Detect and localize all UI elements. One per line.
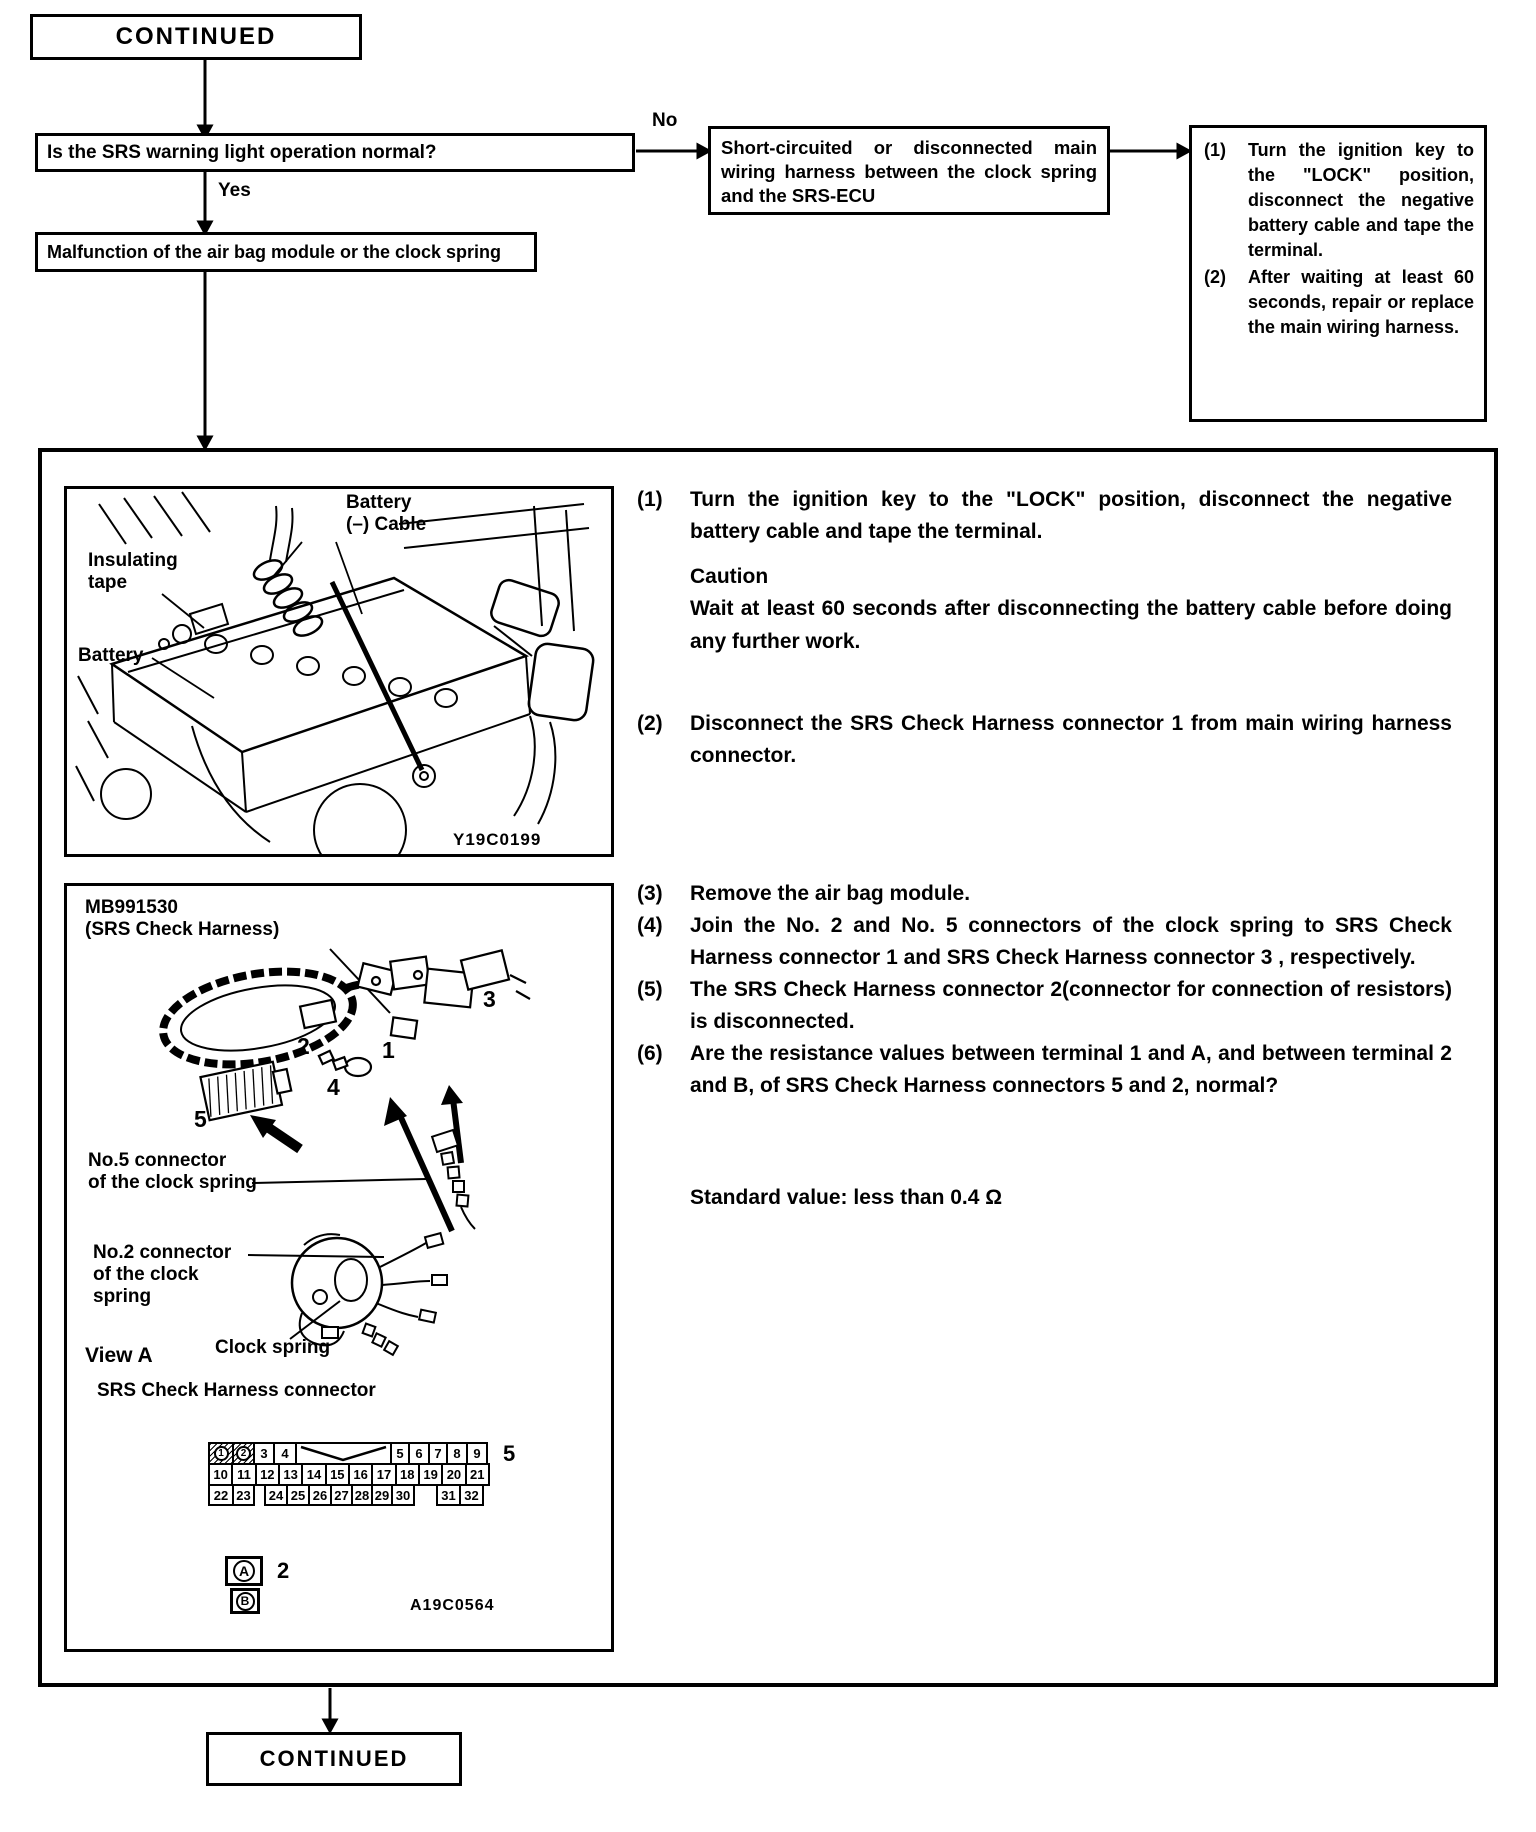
terminal-cell: [253, 1442, 275, 1465]
terminal-number: 23: [236, 1487, 251, 1503]
terminal-number: 18: [400, 1467, 415, 1482]
procedure-step-5: [637, 974, 1452, 1038]
insulating-tape-label-line2: tape: [88, 572, 128, 593]
tool-label-line1: MB991530: [85, 897, 178, 918]
malfunction-result-text: Malfunction of the air bag module or the clock spring: [47, 241, 502, 262]
connector-3-number: 3: [483, 986, 496, 1012]
terminal-number: 22: [213, 1487, 229, 1503]
tool-label: [85, 897, 279, 941]
view-a-label: View A: [85, 1344, 153, 1367]
terminal-cell: [208, 1484, 234, 1506]
step-text: Join the No. 2 and No. 5 connectors of the clock spring to SRS Check Harness connector 1 and SRS Check Harness connector 3 , respectively.: [690, 914, 1452, 969]
terminal-cell: [232, 1442, 255, 1465]
step-text: Turn the ignition key to the "LOCK" position, disconnect the negative battery cable and tape the terminal.: [690, 488, 1452, 543]
continued-top-box: [30, 14, 362, 60]
procedure-step-2: [637, 708, 1452, 772]
terminal-number: 7: [434, 1446, 442, 1461]
terminal-number: 10: [213, 1467, 228, 1482]
battery-cable-label: [346, 492, 426, 536]
terminal-cell: [325, 1463, 350, 1486]
procedure-step-3: [637, 878, 1452, 910]
terminal-number: 14: [306, 1467, 322, 1482]
step-number: (3): [637, 882, 663, 905]
question-box: [35, 133, 635, 172]
terminal-cell: [441, 1463, 466, 1486]
no-branch-label: No: [652, 110, 678, 131]
terminal-number: 13: [283, 1467, 298, 1482]
repair-action-item: [1204, 138, 1474, 263]
terminal-number: 5: [396, 1446, 404, 1461]
terminal-a-box: [225, 1556, 263, 1586]
terminal-number: 20: [446, 1467, 462, 1482]
terminal-cell: [208, 1442, 234, 1465]
terminal-number: 19: [423, 1467, 438, 1482]
procedure-step-4: [637, 910, 1452, 974]
yes-branch-label: Yes: [218, 180, 251, 201]
continued-bottom-label: CONTINUED: [259, 1746, 409, 1771]
step-text: Disconnect the SRS Check Harness connector 1 from main wiring harness connector.: [690, 712, 1452, 767]
continued-bottom-box: [206, 1732, 462, 1786]
no2-connector-label-line2: of the clock: [93, 1264, 199, 1285]
terminal-cell: [278, 1463, 303, 1486]
item-number: (2): [1204, 267, 1226, 287]
terminal-cell: [232, 1484, 255, 1506]
procedure-step-1: [637, 484, 1452, 548]
terminal-number: 11: [237, 1467, 251, 1482]
connector5-grid-label: 5: [503, 1441, 516, 1466]
terminal-number: 32: [464, 1487, 479, 1503]
continued-top-label: CONTINUED: [115, 23, 277, 50]
terminal-cell: [208, 1463, 233, 1486]
terminal-number: 25: [290, 1487, 306, 1503]
step-text: Remove the air bag module.: [690, 882, 971, 905]
terminal-number: 24: [268, 1487, 284, 1503]
repair-action-box: [1189, 125, 1487, 422]
connector-2-number: 2: [297, 1033, 310, 1059]
terminal-number: 16: [353, 1467, 368, 1482]
srs-check-harness-connector-label: SRS Check Harness connector: [97, 1380, 376, 1401]
procedure-steps-3-6: [637, 878, 1452, 1102]
terminal-cell: [273, 1442, 297, 1465]
connector-1-number: 1: [382, 1037, 395, 1063]
terminal-number: 27: [334, 1487, 349, 1503]
connector-4-number: 4: [327, 1074, 340, 1100]
step-number: (2): [637, 712, 663, 735]
no5-connector-label-line1: No.5 connector: [88, 1150, 227, 1171]
terminal-number: 12: [260, 1467, 275, 1482]
terminal-grid-row2: [208, 1463, 490, 1486]
keyway-notch: [299, 1444, 388, 1463]
standard-value-text: Standard value: less than 0.4 Ω: [690, 1186, 1003, 1209]
no2-connector-label-line1: No.2 connector: [93, 1242, 232, 1263]
malfunction-result-box: [35, 232, 537, 272]
terminal-cell: [301, 1463, 326, 1486]
terminal-grid: [208, 1442, 490, 1506]
terminal-number: 15: [330, 1467, 345, 1482]
no2-connector-label-line3: spring: [93, 1286, 152, 1307]
terminal-number: 6: [415, 1446, 423, 1461]
short-circuit-result-box: [708, 126, 1110, 215]
terminal-number: 4: [281, 1446, 289, 1461]
terminal-cell: [330, 1484, 353, 1506]
battery-cable-label-line1: Battery: [346, 492, 412, 513]
terminal-grid-row3: [208, 1484, 490, 1506]
battery-label: Battery: [78, 645, 144, 666]
terminal-cell: [465, 1463, 490, 1486]
insulating-tape-label: [88, 550, 178, 594]
no5-connector-label: [88, 1150, 257, 1194]
terminal-number: 8: [453, 1446, 461, 1461]
procedure-step-6: [637, 1038, 1452, 1102]
figure1-code: Y19C0199: [453, 830, 542, 849]
terminal-number-circled: 2: [236, 1446, 251, 1461]
item-number: (1): [1204, 140, 1226, 160]
terminal-cell: [371, 1463, 396, 1486]
figure2-code: A19C0564: [410, 1597, 495, 1614]
step-number: (4): [637, 914, 663, 937]
terminal-number: 30: [395, 1487, 411, 1503]
step-number: (1): [637, 488, 663, 511]
connector-5-number: 5: [194, 1106, 207, 1132]
terminal-number: 26: [312, 1487, 328, 1503]
no2-connector-label: [93, 1242, 231, 1308]
terminal-cell: [348, 1463, 373, 1486]
terminal-cell: [408, 1442, 430, 1465]
short-circuit-result-text: Short-circuited or disconnected main wiring harness between the clock spring and the SRS-ECU: [721, 137, 1097, 206]
step-text: Are the resistance values between terminal 1 and A, and between terminal 2 and B, of SRS Check Harness connectors 5 and 2, normal?: [690, 1042, 1452, 1097]
terminal-number: 17: [376, 1467, 392, 1482]
terminal-number: 3: [260, 1446, 268, 1461]
step-text: The SRS Check Harness connector 2(connector for connection of resistors) is disconnected.: [690, 978, 1452, 1033]
terminal-a: A: [233, 1560, 255, 1582]
caution-title: Caution: [690, 565, 769, 588]
terminal-number: 21: [470, 1467, 485, 1482]
terminal-number: 28: [354, 1487, 370, 1503]
terminal-number-circled: 1: [214, 1446, 229, 1461]
clock-spring-label: Clock spring: [215, 1337, 331, 1358]
terminal-cell: [391, 1484, 415, 1506]
terminal-cell: [351, 1484, 373, 1506]
repair-action-item: [1204, 265, 1474, 340]
connector2-sub-label: 2: [277, 1558, 290, 1583]
terminal-cell: [390, 1442, 410, 1465]
terminal-keyway-cell: [295, 1442, 392, 1465]
terminal-cell: [371, 1484, 393, 1506]
terminal-number: 9: [473, 1446, 481, 1461]
step-number: (5): [637, 978, 663, 1001]
item-text: Turn the ignition key to the "LOCK" position, disconnect the negative battery cable and tape the terminal.: [1248, 140, 1474, 260]
terminal-cell: [436, 1484, 461, 1506]
terminal-cell: [255, 1463, 280, 1486]
terminal-cell: [428, 1442, 448, 1465]
step-number: (6): [637, 1042, 663, 1065]
terminal-cell: [231, 1463, 256, 1486]
tool-label-line2: (SRS Check Harness): [85, 919, 280, 940]
terminal-cell: [308, 1484, 332, 1506]
terminal-b: B: [236, 1592, 255, 1611]
terminal-number: 29: [374, 1487, 390, 1503]
terminal-cell: [466, 1442, 488, 1465]
terminal-cell: [459, 1484, 484, 1506]
battery-illustration: [64, 486, 614, 857]
terminal-b-box: [230, 1588, 260, 1614]
item-text: After waiting at least 60 seconds, repair or replace the main wiring harness.: [1248, 267, 1474, 337]
insulating-tape-label-line1: Insulating: [88, 550, 178, 571]
terminal-grid-row1: [208, 1442, 490, 1465]
terminal-cell: [446, 1442, 468, 1465]
terminal-cell: [286, 1484, 310, 1506]
terminal-cell: [418, 1463, 443, 1486]
terminal-cell: [264, 1484, 288, 1506]
battery-cable-label-line2: (–) Cable: [346, 514, 427, 535]
terminal-number: 31: [441, 1487, 456, 1503]
question-text: Is the SRS warning light operation normal?: [47, 141, 437, 163]
caution-text: Wait at least 60 seconds after disconnecting the battery cable before doing any further work.: [690, 597, 1452, 653]
no5-connector-label-line2: of the clock spring: [88, 1172, 257, 1193]
terminal-cell: [395, 1463, 420, 1486]
